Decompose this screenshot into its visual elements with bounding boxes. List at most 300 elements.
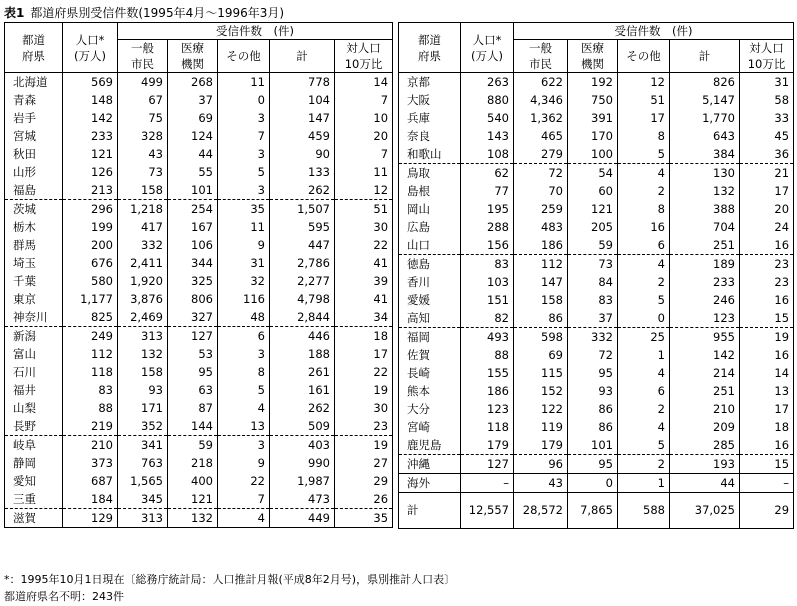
cell-total: 449 [270,509,335,528]
cell-per-capita: 16 [740,436,794,455]
table-row [399,328,794,347]
cell-total: 251 [670,236,740,255]
cell-general: 598 [514,328,568,347]
cell-general: 332 [118,236,168,254]
cell-per-capita: 29 [335,472,393,490]
cell-other: 9 [218,236,270,254]
header-medical: 医療 機関 [568,40,618,73]
cell-population: 123 [461,400,514,418]
table-row [399,436,794,455]
cell-population: 880 [461,91,514,109]
cell-prefecture: 岐阜 [5,436,63,455]
table-row [399,273,794,291]
cell-other: 9 [218,454,270,472]
cell-general: 313 [118,509,168,528]
cell-population: 540 [461,109,514,127]
cell-per-capita: 7 [335,145,393,163]
cell-general: 622 [514,73,568,92]
total-cell-medical: 7,865 [568,493,618,529]
table-row [5,327,393,346]
cell-total: 214 [670,364,740,382]
cell-population: 676 [63,254,118,272]
cell-prefecture: 青森 [5,91,63,109]
cell-other: 7 [218,127,270,145]
cell-population: 82 [461,309,514,328]
cell-other: 0 [618,309,670,328]
cell-total: 4,798 [270,290,335,308]
cell-general: 72 [514,164,568,183]
table-row [5,109,393,127]
cell-population: 156 [461,236,514,255]
cell-per-capita: – [740,474,794,493]
cell-prefecture: 福井 [5,381,63,399]
cell-total: 595 [270,218,335,236]
table-row [399,145,794,164]
table-row [399,127,794,145]
cell-medical: 69 [168,109,218,127]
cell-medical: 344 [168,254,218,272]
cell-population: 151 [461,291,514,309]
cell-population: 1,177 [63,290,118,308]
cell-other: 8 [218,363,270,381]
cell-medical: 218 [168,454,218,472]
cell-population: 580 [63,272,118,290]
total-cell-total: 37,025 [670,493,740,529]
cell-prefecture: 海外 [399,474,461,493]
cell-total: 147 [270,109,335,127]
cell-total: 2,277 [270,272,335,290]
cell-general: 186 [514,236,568,255]
cell-per-capita: 36 [740,145,794,164]
cell-prefecture: 沖縄 [399,455,461,474]
cell-medical: 106 [168,236,218,254]
cell-per-capita: 30 [335,399,393,417]
total-cell-other: 588 [618,493,670,529]
cell-other: 2 [618,400,670,418]
cell-per-capita: 41 [335,254,393,272]
cell-general: 43 [514,474,568,493]
cell-general: 115 [514,364,568,382]
cell-other: 12 [618,73,670,92]
header-population: 人口* (万人) [461,23,514,73]
cell-prefecture: 山形 [5,163,63,181]
cell-per-capita: 20 [740,200,794,218]
cell-total: 1,770 [670,109,740,127]
cell-per-capita: 19 [335,381,393,399]
cell-per-capita: 45 [740,127,794,145]
cell-medical: 127 [168,327,218,346]
cell-other: 35 [218,200,270,219]
cell-population: 233 [63,127,118,145]
cell-general: 465 [514,127,568,145]
cell-general: 3,876 [118,290,168,308]
cell-other: 5 [218,381,270,399]
cell-prefecture: 島根 [399,182,461,200]
cell-prefecture: 宮城 [5,127,63,145]
table-row [399,309,794,328]
cell-medical: 55 [168,163,218,181]
cell-other: 3 [218,345,270,363]
cell-medical: 205 [568,218,618,236]
cell-prefecture: 奈良 [399,127,461,145]
header-per-capita: 対人口 10万比 [740,40,794,73]
cell-other: 31 [218,254,270,272]
cell-medical: 400 [168,472,218,490]
cell-per-capita: 15 [740,455,794,474]
cell-total: 704 [670,218,740,236]
cell-general: 158 [514,291,568,309]
table-row [5,381,393,399]
cell-total: 955 [670,328,740,347]
cell-other: 3 [218,436,270,455]
cell-per-capita: 26 [335,490,393,509]
cell-medical: 325 [168,272,218,290]
cell-prefecture: 大阪 [399,91,461,109]
table-row [5,345,393,363]
cell-other: 11 [218,73,270,92]
cell-per-capita: 19 [335,436,393,455]
cell-per-capita: 31 [740,73,794,92]
cell-total: 403 [270,436,335,455]
cell-medical: 63 [168,381,218,399]
table-row [5,127,393,145]
cell-population: 200 [63,236,118,254]
cell-prefecture: 新潟 [5,327,63,346]
cell-total: 189 [670,255,740,274]
total-cell-prefecture: 計 [399,493,461,529]
cell-medical: 95 [168,363,218,381]
cell-per-capita: 23 [740,255,794,274]
cell-total: 90 [270,145,335,163]
cell-other: 6 [218,327,270,346]
cell-medical: 391 [568,109,618,127]
footnote-population-source: *：1995年10月1日現在〔総務庁統計局：人口推計月報(平成8年2月号)，県別推計人口表〕 [4,573,456,586]
cell-total: 1,987 [270,472,335,490]
cell-population: 103 [461,273,514,291]
cell-population: 186 [461,382,514,400]
cell-prefecture: 北海道 [5,73,63,92]
cell-medical: 170 [568,127,618,145]
header-general: 一般 市民 [118,40,168,73]
cell-population: 83 [461,255,514,274]
cell-per-capita: 35 [335,509,393,528]
cell-medical: 86 [568,418,618,436]
header-other: その他 [218,40,270,73]
cell-medical: 192 [568,73,618,92]
cell-total: 142 [670,346,740,364]
cell-total: 104 [270,91,335,109]
cell-general: 69 [514,346,568,364]
table-row [5,509,393,528]
cell-general: 1,218 [118,200,168,219]
cell-medical: 95 [568,455,618,474]
cell-other: 2 [618,455,670,474]
cell-general: 147 [514,273,568,291]
table-row [5,436,393,455]
cell-population: 155 [461,364,514,382]
cell-other: 8 [618,127,670,145]
cell-other: 22 [218,472,270,490]
cell-medical: 254 [168,200,218,219]
cell-population: 199 [63,218,118,236]
header-other: その他 [618,40,670,73]
table-row [5,399,393,417]
cell-prefecture: 宮崎 [399,418,461,436]
total-cell-per-capita: 29 [740,493,794,529]
cell-medical: 332 [568,328,618,347]
cell-per-capita: 12 [335,181,393,200]
cell-general: 417 [118,218,168,236]
header-prefecture: 都道 府県 [399,23,461,73]
cell-total: 209 [670,418,740,436]
cell-per-capita: 14 [335,73,393,92]
cell-medical: 60 [568,182,618,200]
cell-total: 384 [670,145,740,164]
cell-general: 119 [514,418,568,436]
cell-medical: 750 [568,91,618,109]
cell-total: 188 [270,345,335,363]
cell-general: 73 [118,163,168,181]
cell-medical: 95 [568,364,618,382]
cell-population: 825 [63,308,118,327]
header-general: 一般 市民 [514,40,568,73]
cell-medical: 37 [168,91,218,109]
table-row [5,254,393,272]
cell-general: 122 [514,400,568,418]
cell-other: 2 [618,182,670,200]
table-row [5,290,393,308]
cell-general: 1,565 [118,472,168,490]
cell-other: 0 [218,91,270,109]
cell-total: 123 [670,309,740,328]
cell-prefecture: 東京 [5,290,63,308]
cell-other: 48 [218,308,270,327]
cell-medical: 53 [168,345,218,363]
table-row [5,454,393,472]
cell-general: 499 [118,73,168,92]
table-row [5,472,393,490]
cell-total: 643 [670,127,740,145]
cell-other: 3 [218,181,270,200]
cell-per-capita: 23 [335,417,393,436]
cell-per-capita: 16 [740,346,794,364]
cell-medical: 144 [168,417,218,436]
cell-general: 96 [514,455,568,474]
cell-medical: 54 [568,164,618,183]
cell-population: 127 [461,455,514,474]
cell-population: 88 [63,399,118,417]
cell-prefecture: 岩手 [5,109,63,127]
table-row [5,181,393,200]
cell-prefecture: 神奈川 [5,308,63,327]
cell-prefecture: 長崎 [399,364,461,382]
cell-total: 388 [670,200,740,218]
table-row [399,164,794,183]
cell-general: 93 [118,381,168,399]
cell-medical: 37 [568,309,618,328]
cell-per-capita: 34 [335,308,393,327]
table-row [5,490,393,509]
cell-total: 133 [270,163,335,181]
cell-other: 2 [618,273,670,291]
cell-other: 6 [618,236,670,255]
cell-per-capita: 10 [335,109,393,127]
cell-general: 1,362 [514,109,568,127]
cell-population: 88 [461,346,514,364]
cell-general: 259 [514,200,568,218]
cell-other: 25 [618,328,670,347]
cell-per-capita: 17 [740,182,794,200]
cell-population: 148 [63,91,118,109]
cell-prefecture: 三重 [5,490,63,509]
header-per-capita: 対人口 10万比 [335,40,393,73]
cell-per-capita: 16 [740,291,794,309]
cell-other: 16 [618,218,670,236]
cell-prefecture: 福島 [5,181,63,200]
cell-population: 569 [63,73,118,92]
cell-prefecture: 鹿児島 [399,436,461,455]
cell-prefecture: 秋田 [5,145,63,163]
table-row [5,218,393,236]
cell-general: 763 [118,454,168,472]
cell-general: 1,920 [118,272,168,290]
cell-general: 352 [118,417,168,436]
cell-medical: 806 [168,290,218,308]
right-table [398,22,794,529]
cell-population: 121 [63,145,118,163]
cell-prefecture: 岡山 [399,200,461,218]
cell-prefecture: 京都 [399,73,461,92]
cell-population: 195 [461,200,514,218]
cell-medical: 44 [168,145,218,163]
cell-per-capita: 39 [335,272,393,290]
header-total: 計 [670,40,740,73]
cell-total: 251 [670,382,740,400]
cell-prefecture: 香川 [399,273,461,291]
cell-per-capita: 33 [740,109,794,127]
cell-medical: 167 [168,218,218,236]
cell-other: 4 [218,399,270,417]
cell-total: 210 [670,400,740,418]
header-medical: 医療 機関 [168,40,218,73]
cell-total: 446 [270,327,335,346]
cell-prefecture: 愛媛 [399,291,461,309]
cell-other: 4 [618,418,670,436]
cell-prefecture: 群馬 [5,236,63,254]
cell-medical: 87 [168,399,218,417]
cell-per-capita: 51 [335,200,393,219]
cell-per-capita: 17 [335,345,393,363]
cell-population: 249 [63,327,118,346]
cell-medical: 93 [568,382,618,400]
cell-total: 246 [670,291,740,309]
cell-medical: 73 [568,255,618,274]
cell-total: 5,147 [670,91,740,109]
cell-prefecture: 静岡 [5,454,63,472]
cell-total: 233 [670,273,740,291]
cell-other: 7 [218,490,270,509]
cell-per-capita: 19 [740,328,794,347]
cell-total: 161 [270,381,335,399]
cell-population: 184 [63,490,118,509]
cell-prefecture: 和歌山 [399,145,461,164]
cell-per-capita: 11 [335,163,393,181]
cell-prefecture: 熊本 [399,382,461,400]
cell-other: 5 [618,145,670,164]
header-received-count: 受信件数 (件) [118,23,393,40]
cell-medical: 83 [568,291,618,309]
cell-prefecture: 富山 [5,345,63,363]
header-received-count: 受信件数 (件) [514,23,794,40]
cell-prefecture: 茨城 [5,200,63,219]
cell-prefecture: 大分 [399,400,461,418]
total-cell-general: 28,572 [514,493,568,529]
table-title: 都道府県別受信件数(1995年4月～1996年3月) [30,6,285,20]
cell-medical: 0 [568,474,618,493]
table-row [399,364,794,382]
cell-population: 143 [461,127,514,145]
table-row [399,109,794,127]
cell-per-capita: 58 [740,91,794,109]
cell-population: 118 [461,418,514,436]
cell-other: 5 [618,436,670,455]
cell-other: 3 [218,109,270,127]
cell-population: 142 [63,109,118,127]
cell-prefecture: 長野 [5,417,63,436]
left-table [4,22,393,528]
table-row [5,363,393,381]
table-row [399,418,794,436]
cell-other: 1 [618,474,670,493]
cell-medical: 72 [568,346,618,364]
cell-population: 179 [461,436,514,455]
cell-medical: 121 [568,200,618,218]
cell-total: 1,507 [270,200,335,219]
cell-population: 373 [63,454,118,472]
table-row [5,91,393,109]
cell-general: 313 [118,327,168,346]
table-row [5,200,393,219]
cell-per-capita: 22 [335,363,393,381]
table-row [5,272,393,290]
cell-other: 4 [618,255,670,274]
cell-per-capita: 21 [740,164,794,183]
cell-per-capita: 18 [740,418,794,436]
cell-per-capita: 18 [335,327,393,346]
cell-general: 70 [514,182,568,200]
cell-total: 509 [270,417,335,436]
table-row [399,474,794,493]
cell-total: 285 [670,436,740,455]
cell-prefecture: 福岡 [399,328,461,347]
table-row [399,73,794,92]
cell-other: 32 [218,272,270,290]
cell-general: 2,411 [118,254,168,272]
cell-population: 112 [63,345,118,363]
cell-prefecture: 佐賀 [399,346,461,364]
table-row [5,163,393,181]
cell-population: 77 [461,182,514,200]
cell-prefecture: 兵庫 [399,109,461,127]
cell-medical: 132 [168,509,218,528]
cell-per-capita: 41 [335,290,393,308]
cell-general: 158 [118,181,168,200]
header-total: 計 [270,40,335,73]
cell-medical: 121 [168,490,218,509]
cell-per-capita: 20 [335,127,393,145]
cell-general: 67 [118,91,168,109]
table-caption [4,4,284,21]
